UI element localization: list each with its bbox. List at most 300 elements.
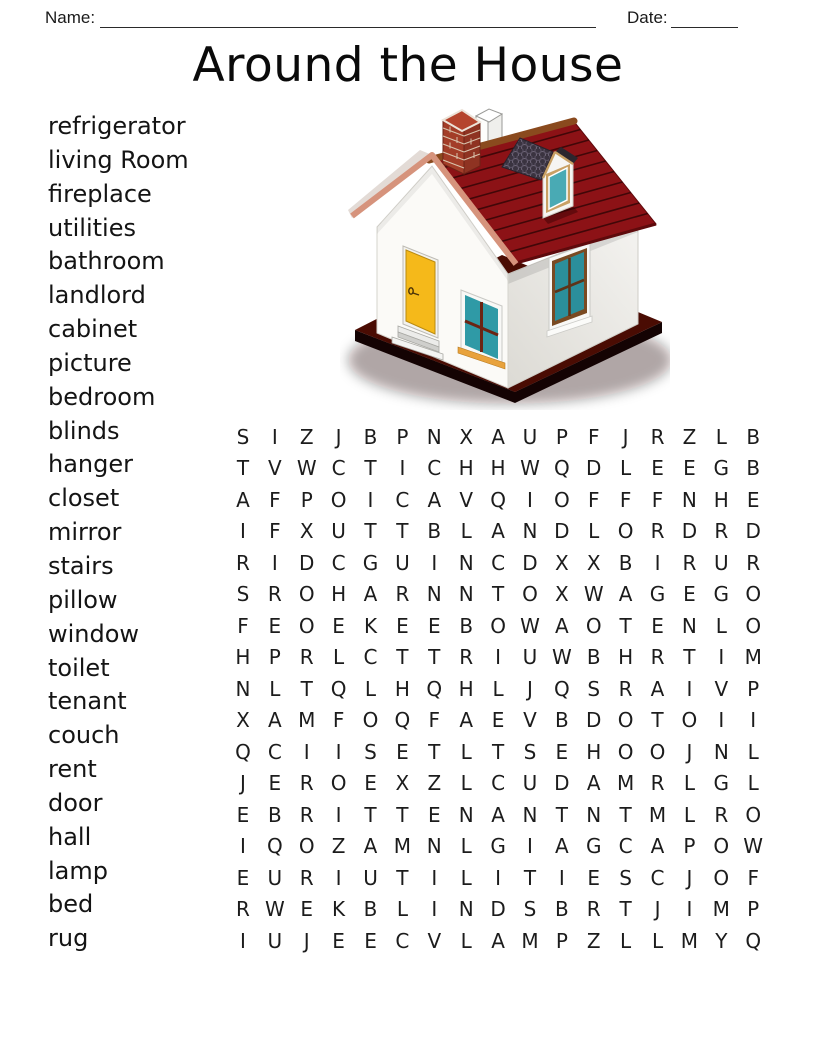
grid-cell[interactable]: E (364, 928, 377, 953)
grid-cell[interactable]: O (330, 487, 347, 512)
grid-cell[interactable]: O (362, 708, 379, 733)
grid-cell[interactable]: O (617, 708, 634, 733)
grid-cell[interactable]: F (269, 487, 281, 512)
grid-cell[interactable]: O (585, 613, 602, 638)
grid-cell[interactable]: O (617, 519, 634, 544)
grid-cell[interactable]: O (681, 708, 698, 733)
grid-cell[interactable]: H (618, 645, 634, 670)
grid-cell[interactable]: O (298, 582, 315, 607)
grid-cell[interactable]: E (555, 739, 569, 764)
grid-cell[interactable]: O (490, 613, 506, 638)
grid-cell[interactable]: I (495, 645, 502, 670)
grid-cell[interactable]: E (268, 613, 282, 638)
grid-cell[interactable]: L (588, 519, 600, 544)
grid-cell[interactable]: P (396, 424, 409, 449)
grid-cell[interactable]: A (586, 771, 601, 796)
name-blank-line[interactable] (100, 27, 596, 28)
grid-cell[interactable]: A (650, 676, 665, 701)
grid-cell[interactable]: C (427, 456, 442, 481)
grid-cell[interactable]: C (395, 928, 410, 953)
grid-cell[interactable]: D (554, 771, 570, 796)
grid-cell[interactable]: G (713, 771, 730, 796)
grid-cell[interactable]: D (745, 519, 761, 544)
grid-cell[interactable]: O (298, 613, 315, 638)
grid-cell[interactable]: I (431, 550, 438, 575)
grid-cell[interactable]: O (553, 487, 570, 512)
grid-cell[interactable]: R (235, 550, 250, 575)
grid-cell[interactable]: C (331, 550, 346, 575)
grid-cell[interactable]: A (491, 802, 505, 827)
grid-cell[interactable]: R (650, 771, 665, 796)
grid-cell[interactable]: D (522, 550, 538, 575)
grid-cell[interactable]: T (396, 519, 409, 544)
grid-cell[interactable]: J (239, 771, 246, 796)
grid-cell[interactable]: I (718, 708, 725, 733)
grid-cell[interactable]: V (714, 676, 729, 701)
grid-cell[interactable]: B (554, 897, 569, 922)
grid-cell[interactable]: M (393, 834, 412, 859)
grid-cell[interactable]: T (396, 802, 409, 827)
grid-cell[interactable]: M (680, 928, 699, 953)
grid-cell[interactable]: L (460, 739, 472, 764)
grid-cell[interactable]: H (394, 676, 410, 701)
grid-cell[interactable]: A (555, 613, 569, 638)
grid-cell[interactable]: A (267, 708, 282, 733)
grid-cell[interactable]: I (399, 456, 406, 481)
grid-cell[interactable]: P (268, 645, 281, 670)
grid-cell[interactable]: C (395, 487, 410, 512)
grid-cell[interactable]: C (331, 456, 346, 481)
grid-cell[interactable]: E (236, 865, 250, 890)
grid-cell[interactable]: A (618, 582, 633, 607)
grid-cell[interactable]: H (713, 487, 729, 512)
grid-cell[interactable]: F (587, 424, 600, 449)
grid-cell[interactable]: R (299, 865, 314, 890)
grid-cell[interactable]: T (364, 456, 377, 481)
grid-cell[interactable]: A (363, 834, 378, 859)
grid-cell[interactable]: N (522, 802, 538, 827)
grid-cell[interactable]: Q (394, 708, 411, 733)
grid-cell[interactable]: E (427, 802, 441, 827)
grid-cell[interactable]: R (299, 771, 314, 796)
grid-cell[interactable]: L (715, 613, 727, 638)
grid-cell[interactable]: U (363, 865, 378, 890)
grid-cell[interactable]: L (460, 928, 472, 953)
grid-cell[interactable]: N (586, 802, 602, 827)
grid-cell[interactable]: Q (745, 928, 762, 953)
grid-cell[interactable]: L (460, 834, 472, 859)
grid-cell[interactable]: I (718, 645, 725, 670)
grid-cell[interactable]: O (649, 739, 666, 764)
grid-cell[interactable]: A (491, 928, 505, 953)
grid-cell[interactable]: F (269, 519, 281, 544)
grid-cell[interactable]: E (300, 897, 314, 922)
grid-cell[interactable]: M (648, 802, 667, 827)
grid-cell[interactable]: Z (331, 834, 346, 859)
grid-cell[interactable]: R (299, 645, 314, 670)
grid-cell[interactable]: A (363, 582, 378, 607)
grid-cell[interactable]: A (427, 487, 442, 512)
grid-cell[interactable]: Q (490, 487, 506, 512)
grid-cell[interactable]: T (236, 456, 250, 481)
grid-cell[interactable]: S (236, 424, 250, 449)
grid-cell[interactable]: O (745, 802, 762, 827)
grid-cell[interactable]: N (235, 676, 251, 701)
grid-cell[interactable]: T (523, 865, 537, 890)
grid-cell[interactable]: O (713, 865, 730, 890)
word-list-item: door (48, 788, 103, 817)
grid-cell[interactable]: Z (682, 424, 697, 449)
grid-cell[interactable]: Q (553, 676, 570, 701)
grid-cell[interactable]: E (683, 456, 696, 481)
grid-cell[interactable]: U (522, 645, 538, 670)
grid-cell[interactable]: K (332, 897, 346, 922)
grid-cell[interactable]: L (492, 676, 504, 701)
grid-cell[interactable]: U (331, 519, 346, 544)
grid-cell[interactable]: K (363, 613, 378, 638)
grid-cell[interactable]: F (747, 865, 759, 890)
grid-cell[interactable]: L (651, 928, 664, 953)
grid-cell[interactable]: B (746, 456, 761, 481)
grid-cell[interactable]: Q (426, 676, 443, 701)
grid-cell[interactable]: J (686, 739, 693, 764)
grid-cell[interactable]: R (459, 645, 474, 670)
grid-cell[interactable]: Z (586, 928, 601, 953)
grid-cell[interactable]: W (520, 456, 540, 481)
grid-cell[interactable]: O (330, 771, 347, 796)
grid-cell[interactable]: T (491, 739, 505, 764)
grid-cell[interactable]: G (713, 456, 730, 481)
grid-cell[interactable]: C (267, 739, 282, 764)
grid-cell[interactable]: B (554, 708, 569, 733)
word-list-item: bedroom (48, 382, 156, 411)
grid-cell[interactable]: X (555, 550, 569, 575)
grid-cell[interactable]: N (681, 487, 697, 512)
grid-cell[interactable]: L (269, 676, 281, 701)
word-list-item: tenant (48, 687, 127, 716)
grid-cell[interactable]: O (522, 582, 538, 607)
grid-cell[interactable]: J (527, 676, 533, 701)
grid-cell[interactable]: O (745, 582, 762, 607)
grid-cell[interactable]: U (522, 424, 538, 449)
grid-cell[interactable]: R (235, 897, 250, 922)
grid-cell[interactable]: I (686, 676, 693, 701)
grid-cell[interactable]: A (491, 424, 505, 449)
grid-cell[interactable]: E (683, 582, 696, 607)
grid-cell[interactable]: R (714, 802, 729, 827)
grid-cell[interactable]: A (236, 487, 250, 512)
grid-cell[interactable]: L (460, 519, 472, 544)
grid-cell[interactable]: F (428, 708, 441, 733)
word-list-item: rug (48, 924, 89, 953)
grid-cell[interactable]: W (520, 613, 540, 638)
grid-cell[interactable]: H (235, 645, 251, 670)
grid-cell[interactable]: U (522, 771, 538, 796)
grid-cell[interactable]: J (654, 897, 661, 922)
grid-cell[interactable]: R (714, 519, 729, 544)
grid-cell[interactable]: T (683, 645, 696, 670)
grid-cell[interactable]: F (619, 487, 632, 512)
grid-cell[interactable]: G (649, 582, 666, 607)
grid-cell[interactable]: S (523, 897, 537, 922)
grid-cell[interactable]: O (745, 613, 762, 638)
grid-cell[interactable]: H (458, 456, 474, 481)
grid-cell[interactable]: N (458, 802, 474, 827)
grid-cell[interactable]: E (332, 928, 345, 953)
grid-cell[interactable]: I (558, 865, 565, 890)
grid-cell[interactable]: E (746, 487, 760, 512)
grid-cell[interactable]: E (396, 613, 409, 638)
grid-cell[interactable]: L (715, 424, 727, 449)
grid-cell[interactable]: U (713, 550, 729, 575)
grid-cell[interactable]: P (747, 897, 760, 922)
grid-cell[interactable]: N (522, 519, 538, 544)
grid-cell[interactable]: T (396, 645, 409, 670)
grid-cell[interactable]: L (620, 928, 632, 953)
grid-cell[interactable]: T (396, 865, 409, 890)
grid-cell[interactable]: X (555, 582, 569, 607)
grid-cell[interactable]: N (458, 897, 474, 922)
grid-cell[interactable]: B (459, 613, 474, 638)
grid-cell[interactable]: R (650, 519, 665, 544)
grid-cell[interactable]: W (583, 582, 604, 607)
grid-cell[interactable]: I (239, 928, 246, 953)
grid-cell[interactable]: I (335, 739, 342, 764)
date-blank-line[interactable] (671, 27, 738, 28)
grid-cell[interactable]: E (236, 802, 250, 827)
grid-cell[interactable]: J (686, 865, 693, 890)
grid-cell[interactable]: Q (330, 676, 347, 701)
grid-cell[interactable]: W (264, 897, 285, 922)
grid-cell[interactable]: R (650, 424, 665, 449)
grid-cell[interactable]: T (555, 802, 568, 827)
grid-cell[interactable]: L (620, 456, 632, 481)
grid-cell[interactable]: E (332, 613, 345, 638)
grid-cell[interactable]: V (459, 487, 474, 512)
grid-cell[interactable]: B (586, 645, 601, 670)
grid-cell[interactable]: O (617, 739, 634, 764)
grid-cell[interactable]: E (587, 865, 601, 890)
grid-cell[interactable]: S (587, 676, 601, 701)
grid-cell[interactable]: T (619, 613, 632, 638)
grid-cell[interactable]: C (650, 865, 665, 890)
grid-cell[interactable]: R (746, 550, 761, 575)
grid-cell[interactable]: W (296, 456, 317, 481)
grid-cell[interactable]: T (364, 802, 377, 827)
grid-cell[interactable]: F (237, 613, 249, 638)
grid-cell[interactable]: D (681, 519, 698, 544)
grid-cell[interactable]: R (299, 802, 314, 827)
grid-cell[interactable]: U (267, 865, 283, 890)
grid-cell[interactable]: V (523, 708, 537, 733)
grid-cell[interactable]: B (363, 424, 378, 449)
grid-cell[interactable]: E (651, 456, 664, 481)
grid-cell[interactable]: A (491, 519, 505, 544)
grid-cell[interactable]: X (395, 771, 410, 796)
grid-cell[interactable]: T (491, 582, 505, 607)
grid-cell[interactable]: H (458, 676, 474, 701)
grid-cell[interactable]: D (586, 456, 602, 481)
grid-cell[interactable]: I (654, 550, 661, 575)
grid-cell[interactable]: D (554, 519, 570, 544)
grid-cell[interactable]: Z (299, 424, 314, 449)
grid-cell[interactable]: M (617, 771, 635, 796)
grid-cell[interactable]: M (712, 897, 730, 922)
grid-cell[interactable]: L (364, 676, 377, 701)
grid-cell[interactable]: S (364, 739, 377, 764)
grid-cell[interactable]: R (618, 676, 633, 701)
grid-cell[interactable]: Q (266, 834, 283, 859)
grid-cell[interactable]: Q (553, 456, 570, 481)
grid-cell[interactable]: F (332, 708, 345, 733)
grid-cell[interactable]: L (747, 739, 759, 764)
grid-cell[interactable]: P (300, 487, 313, 512)
grid-cell[interactable]: H (586, 739, 602, 764)
grid-cell[interactable]: L (396, 897, 408, 922)
grid-cell[interactable]: P (747, 676, 760, 701)
grid-cell[interactable]: U (395, 550, 410, 575)
grid-cell[interactable]: E (364, 771, 377, 796)
grid-cell[interactable]: A (459, 708, 474, 733)
grid-cell[interactable]: J (303, 928, 310, 953)
grid-cell[interactable]: I (527, 487, 533, 512)
grid-cell[interactable]: I (239, 834, 246, 859)
grid-cell[interactable]: R (395, 582, 410, 607)
grid-cell[interactable]: S (523, 739, 537, 764)
grid-cell[interactable]: E (651, 613, 664, 638)
grid-cell[interactable]: C (491, 771, 506, 796)
grid-cell[interactable]: I (271, 550, 278, 575)
grid-cell[interactable]: L (683, 802, 695, 827)
grid-cell[interactable]: B (363, 897, 378, 922)
grid-cell[interactable]: N (426, 834, 442, 859)
grid-cell[interactable]: E (396, 739, 409, 764)
grid-cell[interactable]: T (619, 897, 632, 922)
grid-cell[interactable]: N (681, 613, 697, 638)
grid-cell[interactable]: L (460, 865, 472, 890)
grid-cell[interactable]: X (459, 424, 474, 449)
grid-cell[interactable]: E (427, 613, 441, 638)
grid-cell[interactable]: E (268, 771, 282, 796)
grid-cell[interactable]: N (426, 582, 442, 607)
grid-cell[interactable]: R (650, 645, 665, 670)
grid-cell[interactable]: N (458, 582, 474, 607)
grid-cell[interactable]: X (299, 519, 314, 544)
grid-cell[interactable]: M (298, 708, 316, 733)
grid-cell[interactable]: N (713, 739, 729, 764)
grid-cell[interactable]: V (427, 928, 442, 953)
word-list-item: hanger (48, 450, 133, 479)
grid-cell[interactable]: R (267, 582, 282, 607)
grid-cell[interactable]: C (363, 645, 378, 670)
grid-cell[interactable]: D (490, 897, 506, 922)
grid-cell[interactable]: L (747, 771, 759, 796)
grid-cell[interactable]: H (331, 582, 347, 607)
grid-cell[interactable]: T (364, 519, 377, 544)
grid-cell[interactable]: N (458, 550, 474, 575)
grid-cell[interactable]: W (743, 834, 764, 859)
grid-cell[interactable]: B (267, 802, 282, 827)
grid-cell[interactable]: E (491, 708, 505, 733)
grid-cell[interactable]: S (619, 865, 632, 890)
grid-cell[interactable]: I (239, 519, 246, 544)
grid-cell[interactable]: X (586, 550, 601, 575)
grid-cell[interactable]: F (651, 487, 664, 512)
grid-cell[interactable]: S (236, 582, 250, 607)
grid-cell[interactable]: P (555, 424, 568, 449)
grid-cell[interactable]: I (527, 834, 533, 859)
grid-cell[interactable]: A (555, 834, 569, 859)
grid-cell[interactable]: G (362, 550, 379, 575)
grid-cell[interactable]: I (686, 897, 693, 922)
grid-cell[interactable]: L (333, 645, 345, 670)
grid-cell[interactable]: W (551, 645, 572, 670)
grid-cell[interactable]: T (428, 645, 441, 670)
grid-cell[interactable]: G (490, 834, 506, 859)
grid-cell[interactable]: D (586, 708, 602, 733)
grid-cell[interactable]: I (303, 739, 310, 764)
grid-cell[interactable]: G (585, 834, 602, 859)
date-label: Date: (627, 8, 668, 27)
grid-cell[interactable]: L (683, 771, 695, 796)
grid-cell[interactable]: T (619, 802, 632, 827)
grid-cell[interactable]: B (427, 519, 442, 544)
grid-cell[interactable]: X (236, 708, 250, 733)
grid-cell[interactable]: I (495, 865, 502, 890)
grid-cell[interactable]: U (267, 928, 283, 953)
grid-cell[interactable]: R (682, 550, 697, 575)
word-list-item: blinds (48, 416, 120, 445)
grid-cell[interactable]: I (367, 487, 374, 512)
grid-cell[interactable]: J (622, 424, 629, 449)
grid-cell[interactable]: B (618, 550, 633, 575)
grid-cell[interactable]: B (746, 424, 761, 449)
grid-cell[interactable]: M (744, 645, 762, 670)
grid-cell[interactable]: I (271, 424, 278, 449)
grid-cell[interactable]: T (428, 739, 441, 764)
grid-cell[interactable]: P (683, 834, 696, 859)
grid-cell[interactable]: I (335, 802, 342, 827)
grid-cell[interactable]: N (426, 424, 442, 449)
grid-cell[interactable]: C (618, 834, 633, 859)
grid-cell[interactable]: C (491, 550, 506, 575)
grid-cell[interactable]: I (335, 865, 342, 890)
grid-cell[interactable]: A (650, 834, 665, 859)
grid-cell[interactable]: T (300, 676, 313, 701)
grid-cell[interactable]: O (713, 834, 730, 859)
grid-cell[interactable]: Q (235, 739, 251, 764)
grid-cell[interactable]: J (335, 424, 342, 449)
word-list-item: pillow (48, 585, 118, 614)
grid-cell[interactable]: M (521, 928, 539, 953)
grid-cell[interactable]: I (750, 708, 757, 733)
grid-cell[interactable]: H (490, 456, 506, 481)
grid-cell[interactable]: L (460, 771, 472, 796)
word-list-item: toilet (48, 653, 110, 682)
grid-cell[interactable]: V (267, 456, 282, 481)
grid-cell[interactable]: F (587, 487, 600, 512)
grid-cell[interactable]: P (555, 928, 568, 953)
grid-cell[interactable]: Z (427, 771, 442, 796)
grid-cell[interactable]: R (586, 897, 601, 922)
grid-cell[interactable]: I (431, 897, 438, 922)
grid-cell[interactable]: T (651, 708, 664, 733)
grid-cell[interactable]: Y (715, 928, 728, 953)
grid-cell[interactable]: G (713, 582, 730, 607)
grid-cell[interactable]: D (299, 550, 315, 575)
grid-cell[interactable]: O (298, 834, 315, 859)
grid-cell[interactable]: I (431, 865, 438, 890)
